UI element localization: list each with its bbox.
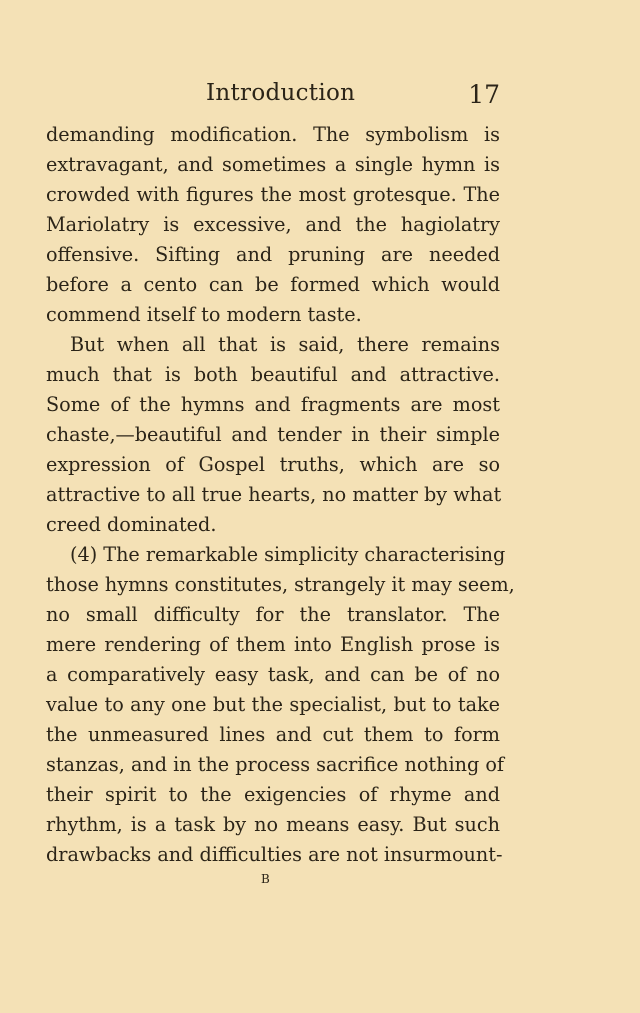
- signature-mark: B: [261, 872, 271, 886]
- paragraph-3-line: rhythm, is a task by no means easy. But such: [46, 813, 500, 836]
- paragraph-1-line: extravagant, and sometimes a single hymn is: [46, 153, 500, 176]
- paragraph-3-line: no small difficulty for the translator. The: [46, 603, 500, 626]
- paragraph-3-line: stanzas, and in the process sacrifice nothing of: [46, 753, 504, 776]
- paragraph-3-line: mere rendering of them into English prose is: [46, 633, 500, 656]
- paragraph-3-line: their spirit to the exigencies of rhyme and: [46, 783, 500, 806]
- paragraph-2-line: attractive to all true hearts, no matter by what: [46, 483, 502, 506]
- paragraph-2-line: expression of Gospel truths, which are so: [46, 453, 500, 476]
- paragraph-3-line: the unmeasured lines and cut them to form: [46, 723, 500, 746]
- paragraph-1-line: crowded with figures the most grotesque. The: [46, 183, 500, 206]
- paragraph-2-line: much that is both beautiful and attractive.: [46, 363, 500, 386]
- paragraph-1-line: demanding modification. The symbolism is: [46, 123, 500, 146]
- paragraph-2-line: creed dominated.: [46, 513, 217, 536]
- paragraph-2-line: chaste,—beautiful and tender in their simple: [46, 423, 500, 446]
- paragraph-3-line: a comparatively easy task, and can be of no: [46, 663, 500, 686]
- paragraph-1-line: Mariolatry is excessive, and the hagiolatry: [46, 213, 500, 236]
- paragraph-2-line: Some of the hymns and fragments are most: [46, 393, 500, 416]
- running-head: [46, 80, 500, 116]
- paragraph-3-line: those hymns constitutes, strangely it may seem,: [46, 573, 515, 596]
- body-text: [46, 120, 515, 870]
- paragraph-3-line: (4) The remarkable simplicity characterising: [70, 543, 506, 566]
- paragraph-3-line: drawbacks and difficulties are not insurmount-: [46, 843, 503, 866]
- paragraph-1-line: before a cento can be formed which would: [46, 273, 500, 296]
- page-number: 17: [468, 80, 500, 109]
- paragraph-1-line: offensive. Sifting and pruning are needed: [46, 243, 500, 266]
- paragraph-3-line: value to any one but the specialist, but to take: [46, 693, 500, 716]
- running-title: Introduction: [206, 80, 356, 106]
- paragraph-1-line: commend itself to modern taste.: [46, 303, 362, 326]
- paragraph-2-line: But when all that is said, there remains: [70, 333, 500, 356]
